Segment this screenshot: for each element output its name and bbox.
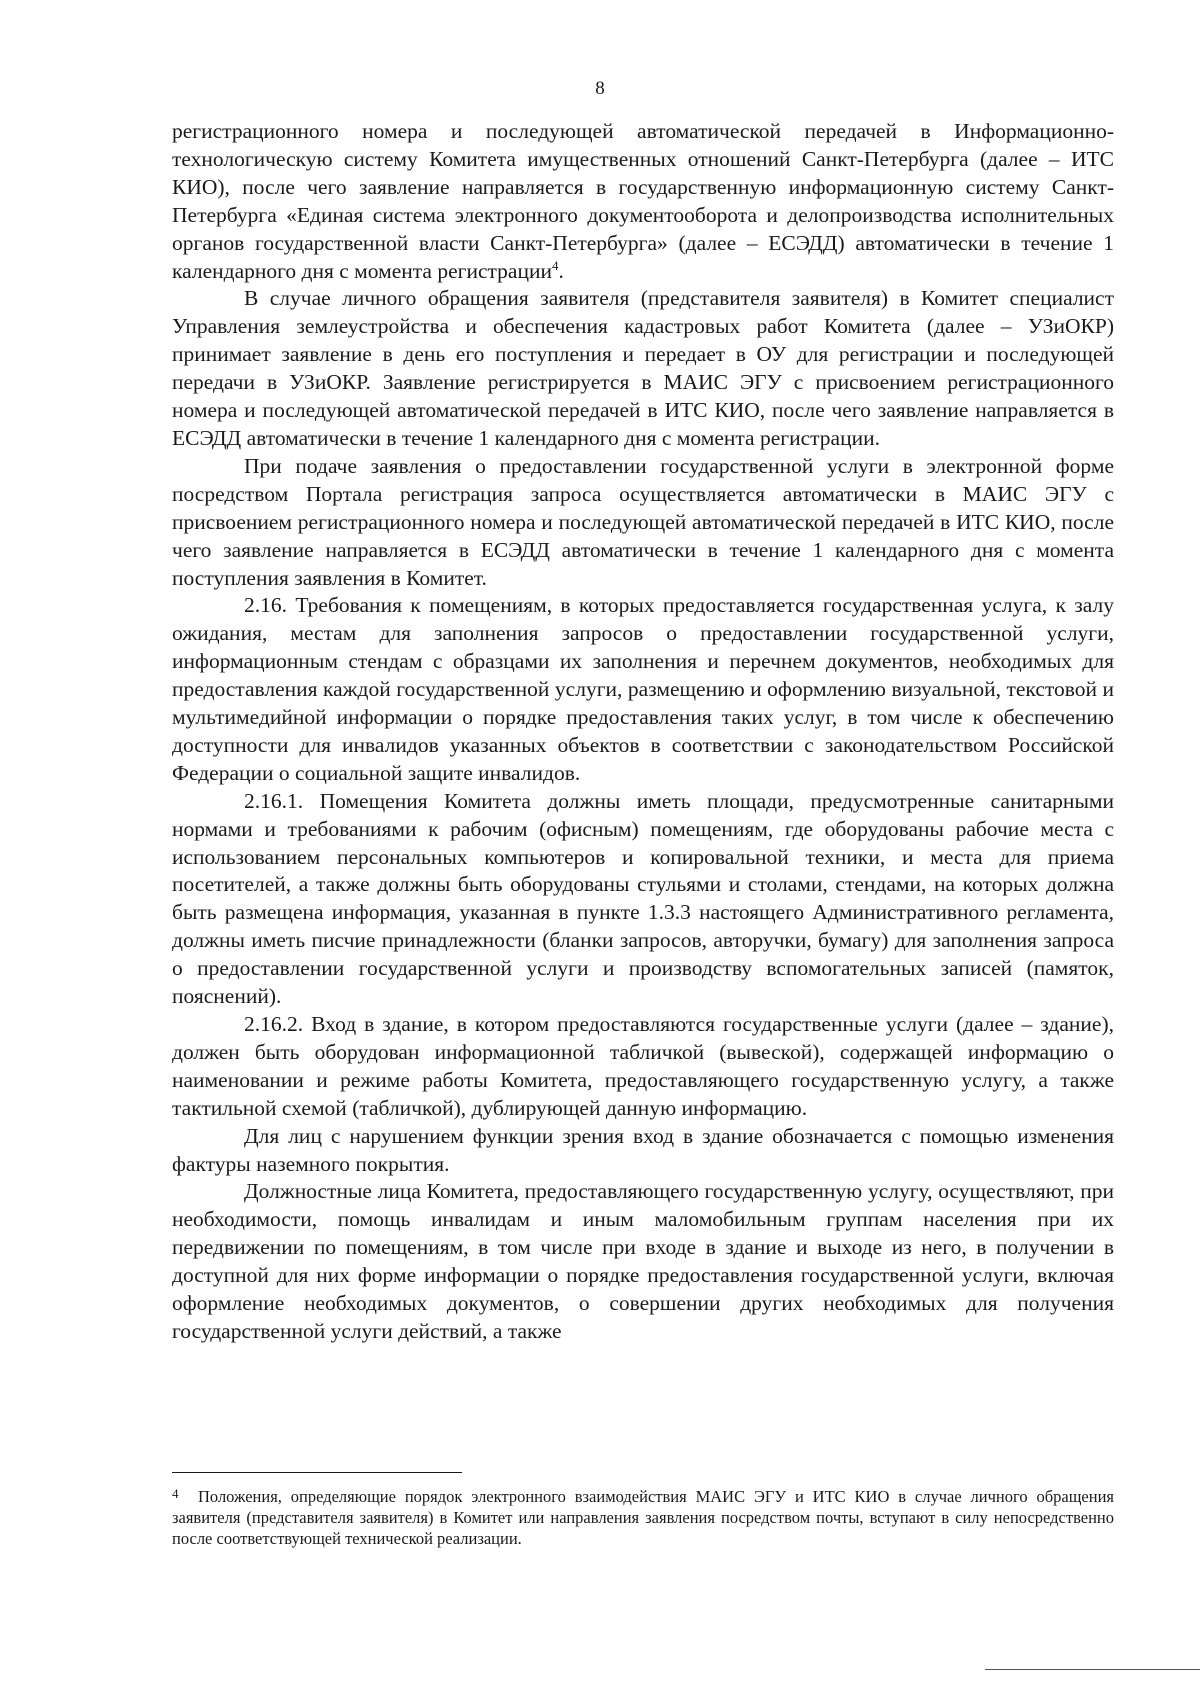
paragraph-text: регистрационного номера и последующей автоматической передачей в Информационно-технологическую систему Комитета имущественных отношений Санкт-Петербурга (далее – ИТС КИО), после чего заявление направляется в государственную информационную систему Санкт-Петербурга «Единая система электронного документооборота и делопроизводства исполнительных органов государственной власти Санкт-Петербурга» (далее – ЕСЭДД) автоматически в течение 1 календарного дня с момента регистрации (172, 119, 1114, 283)
scan-artifact-line (985, 1669, 1200, 1670)
footnote-divider (172, 1472, 462, 1473)
paragraph-continuation (172, 118, 1114, 285)
paragraph-vision-impaired: Для лиц с нарушением функции зрения вход в здание обозначается с помощью изменения фактуры наземного покрытия. (172, 1123, 1114, 1176)
footnote (172, 1486, 1114, 1549)
paragraph-2-16: 2.16. Требования к помещениям, в которых предоставляется государственная услуга, к залу ожидания, местам для заполнения запросов о предоставлении государственной услуги, информационным стендам с образцами их заполнения и перечнем документов, необходимых для предоставления каждой государственной услуги, размещению и оформлению визуальной, текстовой и мультимедийной информации о порядке предоставления таких услуг, в том числе к обеспечению доступности для инвалидов указанных объектов в соответствии с законодательством Российской Федерации о социальной защите инвалидов. (172, 593, 1114, 785)
paragraph-tail: . (558, 258, 564, 283)
footnote-mark: 4 (172, 1486, 179, 1501)
paragraph-electronic-form: При подаче заявления о предоставлении государственной услуги в электронной форме посредством Портала регистрация запроса осуществляется автоматически в МАИС ЭГУ с присвоением регистрационного номера и последующей автоматической передачей в ИТС КИО, после чего заявление направляется в ЕСЭДД автоматически в течение 1 календарного дня с момента поступления заявления в Комитет. (172, 453, 1114, 590)
footnote-reference: 4 (551, 257, 559, 273)
paragraph-personal-appeal: В случае личного обращения заявителя (представителя заявителя) в Комитет специалист Управления землеустройства и обеспечения кадастровых работ Комитета (далее – УЗиОКР) принимает заявление в день его поступления и передает в ОУ для регистрации и последующей передачи в УЗиОКР. Заявление регистрируется в МАИС ЭГУ с присвоением регистрационного номера и последующей автоматической передачей в ИТС КИО, после чего заявление направляется в ЕСЭДД автоматически в течение 1 календарного дня с момента регистрации. (172, 286, 1114, 450)
paragraph-officials-assistance: Должностные лица Комитета, предоставляющего государственную услугу, осуществляют, при необходимости, помощь инвалидам и иным маломобильным группам населения при их передвижении по помещениям, в том числе при входе в здание и выходе из него, в получении в доступной для них форме информации о порядке предоставления государственной услуги, включая оформление необходимых документов, о совершении других необходимых для получения государственной услуги действий, а также (172, 1179, 1114, 1343)
document-body (172, 118, 1114, 1346)
paragraph-2-16-2: 2.16.2. Вход в здание, в котором предоставляются государственные услуги (далее – здание), должен быть оборудован информационной табличкой (вывеской), содержащей информацию о наименовании и режиме работы Комитета, предоставляющего государственную услугу, а также тактильной схемой (табличкой), дублирующей данную информацию. (172, 1012, 1114, 1120)
paragraph-2-16-1: 2.16.1. Помещения Комитета должны иметь площади, предусмотренные санитарными нормами и требованиями к рабочим (офисным) помещениям, где оборудованы рабочие места с использованием персональных компьютеров и копировальной техники, и места для приема посетителей, а также должны быть оборудованы стульями и столами, стендами, на которых должна быть размещена информация, указанная в пункте 1.3.3 настоящего Административного регламента, должны иметь писчие принадлежности (бланки запросов, авторучки, бумагу) для заполнения запроса о предоставлении государственной услуги и производству вспомогательных записей (памяток, пояснений). (172, 788, 1114, 1009)
page-number: 8 (595, 78, 605, 99)
footnote-text: Положения, определяющие порядок электронного взаимодействия МАИС ЭГУ и ИТС КИО в случае личного обращения заявителя (представителя заявителя) в Комитет или направления заявления посредством почты, вступают в силу непосредственно после соответствующей технической реализации. (172, 1487, 1114, 1548)
